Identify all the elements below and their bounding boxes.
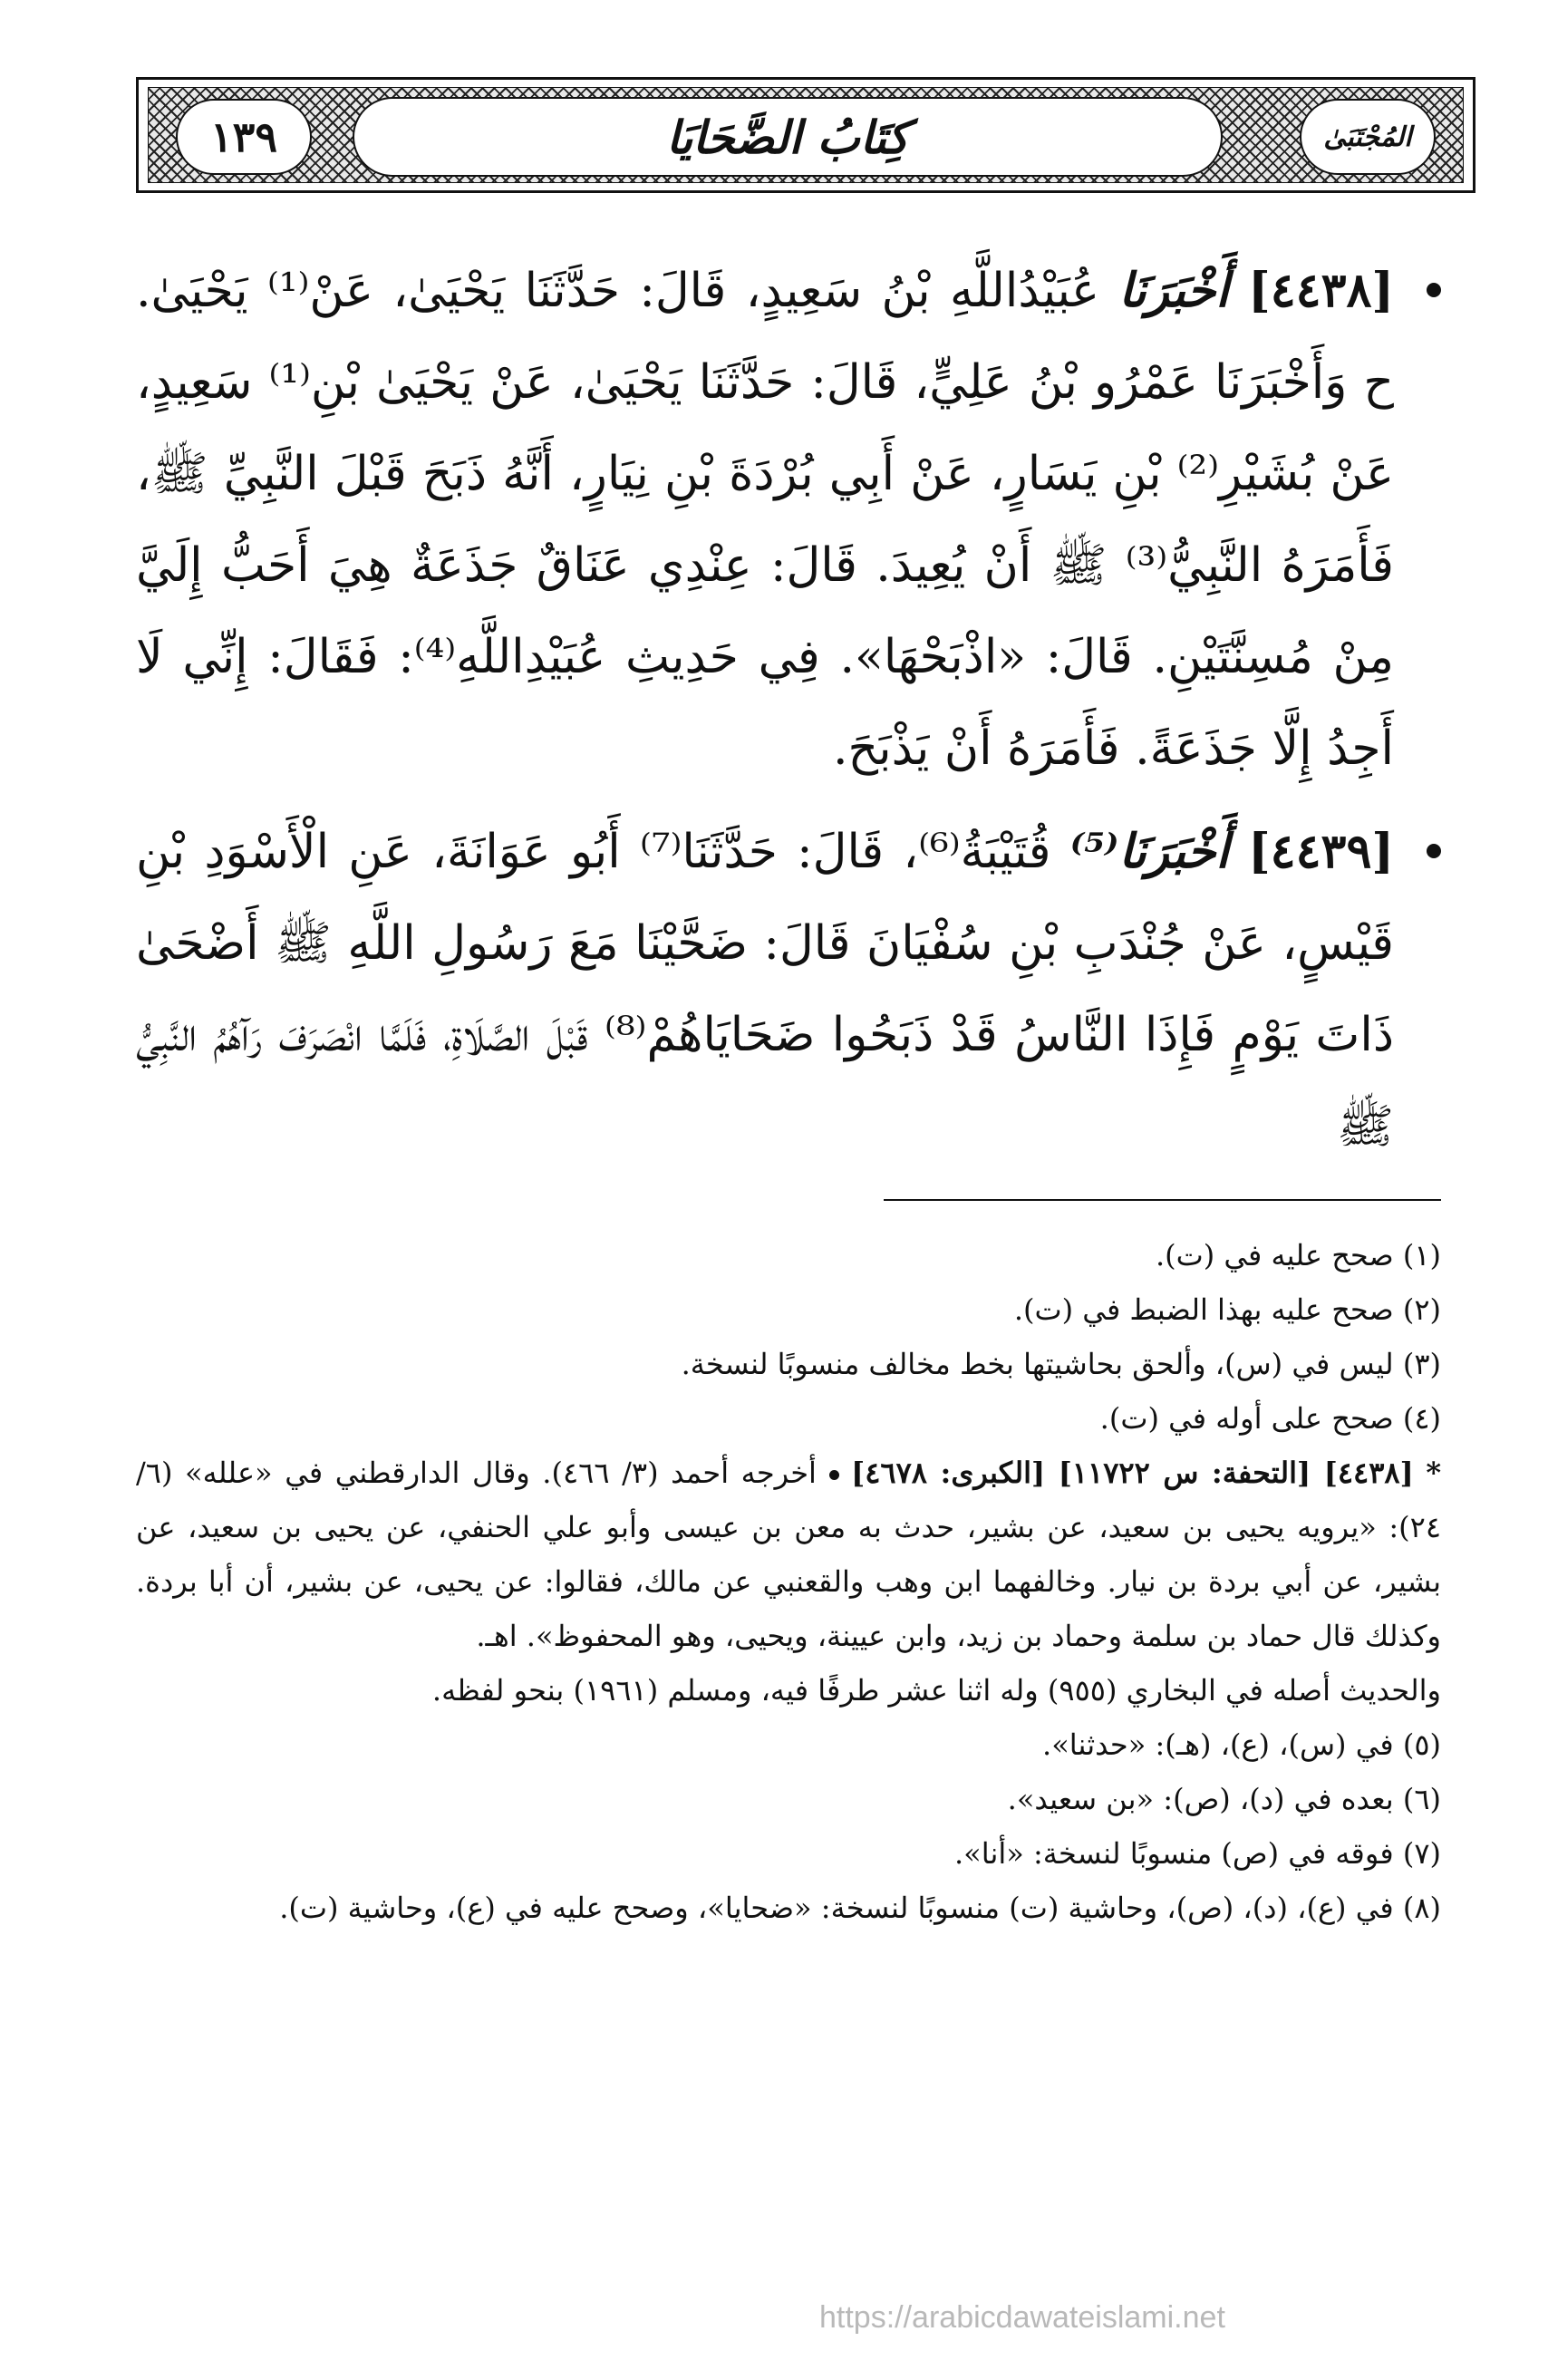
footnote: (٣) ليس في (س)، وألحق بحاشيتها بخط مخالف منسوبًا لنسخة. (681, 1347, 1441, 1381)
takhrij-text: أخرجه أحمد (٣/ ٤٦٦). وقال الدارقطني في «علله» (٦/ ٢٤): «يرويه يحيى بن سعيد، عن بشير، حدث به معن بن عيسى وأبو علي الحنفي، عن يحيى بن سعيد، عن بشير، عن أبي بردة بن نيار. وخالفهما ابن وهب والقعنبي عن مالك، فقالوا: عن يحيى، عن بشير، أن أبا بردة. وكذلك قال حماد بن سلمة وحماد بن زيد، وابن عيينة، ويحيى، وهو المحفوظ». اهـ. (136, 1456, 1441, 1653)
footnotes (136, 1228, 1441, 1935)
akhbarana-word: أَخْبَرَنَا⁽⁵⁾ (1069, 824, 1229, 879)
bullet-icon (1427, 844, 1441, 858)
book-title: كِتَابُ الضَّحَايَا (666, 110, 909, 164)
footnote: (٢) صحح عليه بهذا الضبط في (ت). (1013, 1292, 1441, 1327)
hadith-text: قُتَيْبَةُ⁽⁶⁾، قَالَ: حَدَّثَنَا⁽⁷⁾ أَبُو عَوَانَةَ، عَنِ الْأَسْوَدِ بْنِ قَيْسٍ، عَنْ جُنْدَبِ بْنِ سُفْيَانَ قَالَ: ضَحَّيْنَا مَعَ رَسُولِ اللَّهِ ﷺ أَضْحَىٰ ذَاتَ يَوْمٍ فَإِذَا النَّاسُ قَدْ ذَبَحُوا ضَحَايَاهُمْ⁽⁸⁾ قَبْلَ الصَّلَاةِ، فَلَمَّا انْصَرَفَ رَآهُمُ النَّبِيُّ ﷺ (136, 825, 1394, 1154)
takhrij-reference: [٤٤٣٨] [التحفة: س ١١٧٢٢] [الكبرى: ٤٦٧٨] (851, 1456, 1414, 1490)
asterisk-icon: * (1426, 1456, 1442, 1490)
bullet-icon (1427, 283, 1441, 297)
ornamental-border (148, 87, 1464, 183)
footnote: (٥) في (س)، (ع)، (هـ): «حدثنا». (1042, 1727, 1441, 1762)
hadith-4438 (136, 245, 1441, 795)
footnote: (١) صحح عليه في (ت). (1155, 1238, 1441, 1272)
akhbarana-word: أَخْبَرَنَا (1118, 263, 1229, 318)
footnote: (٨) في (ع)، (د)، (ص)، وحاشية (ت) منسوبًا لنسخة: «ضحايا»، وصحح عليه في (ع)، وحاشية (ت). (279, 1891, 1441, 1925)
footnote: (٧) فوقه في (ص) منسوبًا لنسخة: «أنا». (953, 1836, 1441, 1871)
bullet-icon (829, 1470, 839, 1480)
main-text (136, 245, 1441, 1173)
page-header (136, 77, 1475, 193)
series-cartouche (1300, 99, 1436, 175)
title-cartouche (353, 97, 1223, 177)
hadith-number: [٤٤٣٨] (1248, 263, 1395, 318)
watermark-url: https://arabicdawateislami.net (819, 2300, 1225, 2335)
takhrij-note (136, 1446, 1441, 1663)
takhrij-note-continued: والحديث أصله في البخاري (٩٥٥) وله اثنا عشر طرفًا فيه، ومسلم (١٩٦١) بنحو لفظه. (431, 1673, 1441, 1708)
series-title: المُجْتَبَىٰ (1323, 121, 1412, 153)
page-number: ١٣٩ (209, 112, 278, 161)
hadith-text: عُبَيْدُاللَّهِ بْنُ سَعِيدٍ، قَالَ: حَدَّثَنَا يَحْيَىٰ، عَنْ⁽¹⁾ يَحْيَىٰ. ح وَأَخْبَرَنَا عَمْرُو بْنُ عَلِيٍّ، قَالَ: حَدَّثَنَا يَحْيَىٰ، عَنْ يَحْيَىٰ بْنِ⁽¹⁾ سَعِيدٍ، عَنْ بُشَيْرِ⁽²⁾ بْنِ يَسَارٍ، عَنْ أَبِي بُرْدَةَ بْنِ نِيَارٍ، أَنَّهُ ذَبَحَ قَبْلَ النَّبِيِّ ﷺ، فَأَمَرَهُ النَّبِيُّ⁽³⁾ ﷺ أَنْ يُعِيدَ. قَالَ: عِنْدِي عَنَاقٌ جَذَعَةٌ هِيَ أَحَبُّ إِلَيَّ مِنْ مُسِنَّتَيْنِ. قَالَ: «اذْبَحْهَا». فِي حَدِيثِ عُبَيْدِاللَّهِ⁽⁴⁾: فَقَالَ: إِنِّي لَا أَجِدُ إِلَّا جَذَعَةً. فَأَمَرَهُ أَنْ يَذْبَحَ. (136, 264, 1395, 776)
hadith-4439 (136, 806, 1441, 1173)
page-number-cartouche (176, 99, 312, 175)
footnote: (٦) بعده في (د)، (ص): «بن سعيد». (1007, 1782, 1441, 1816)
hadith-number: [٤٤٣٩] (1248, 824, 1394, 879)
footnote-divider (884, 1199, 1441, 1201)
footnote: (٤) صحح على أوله في (ت). (1099, 1401, 1441, 1436)
